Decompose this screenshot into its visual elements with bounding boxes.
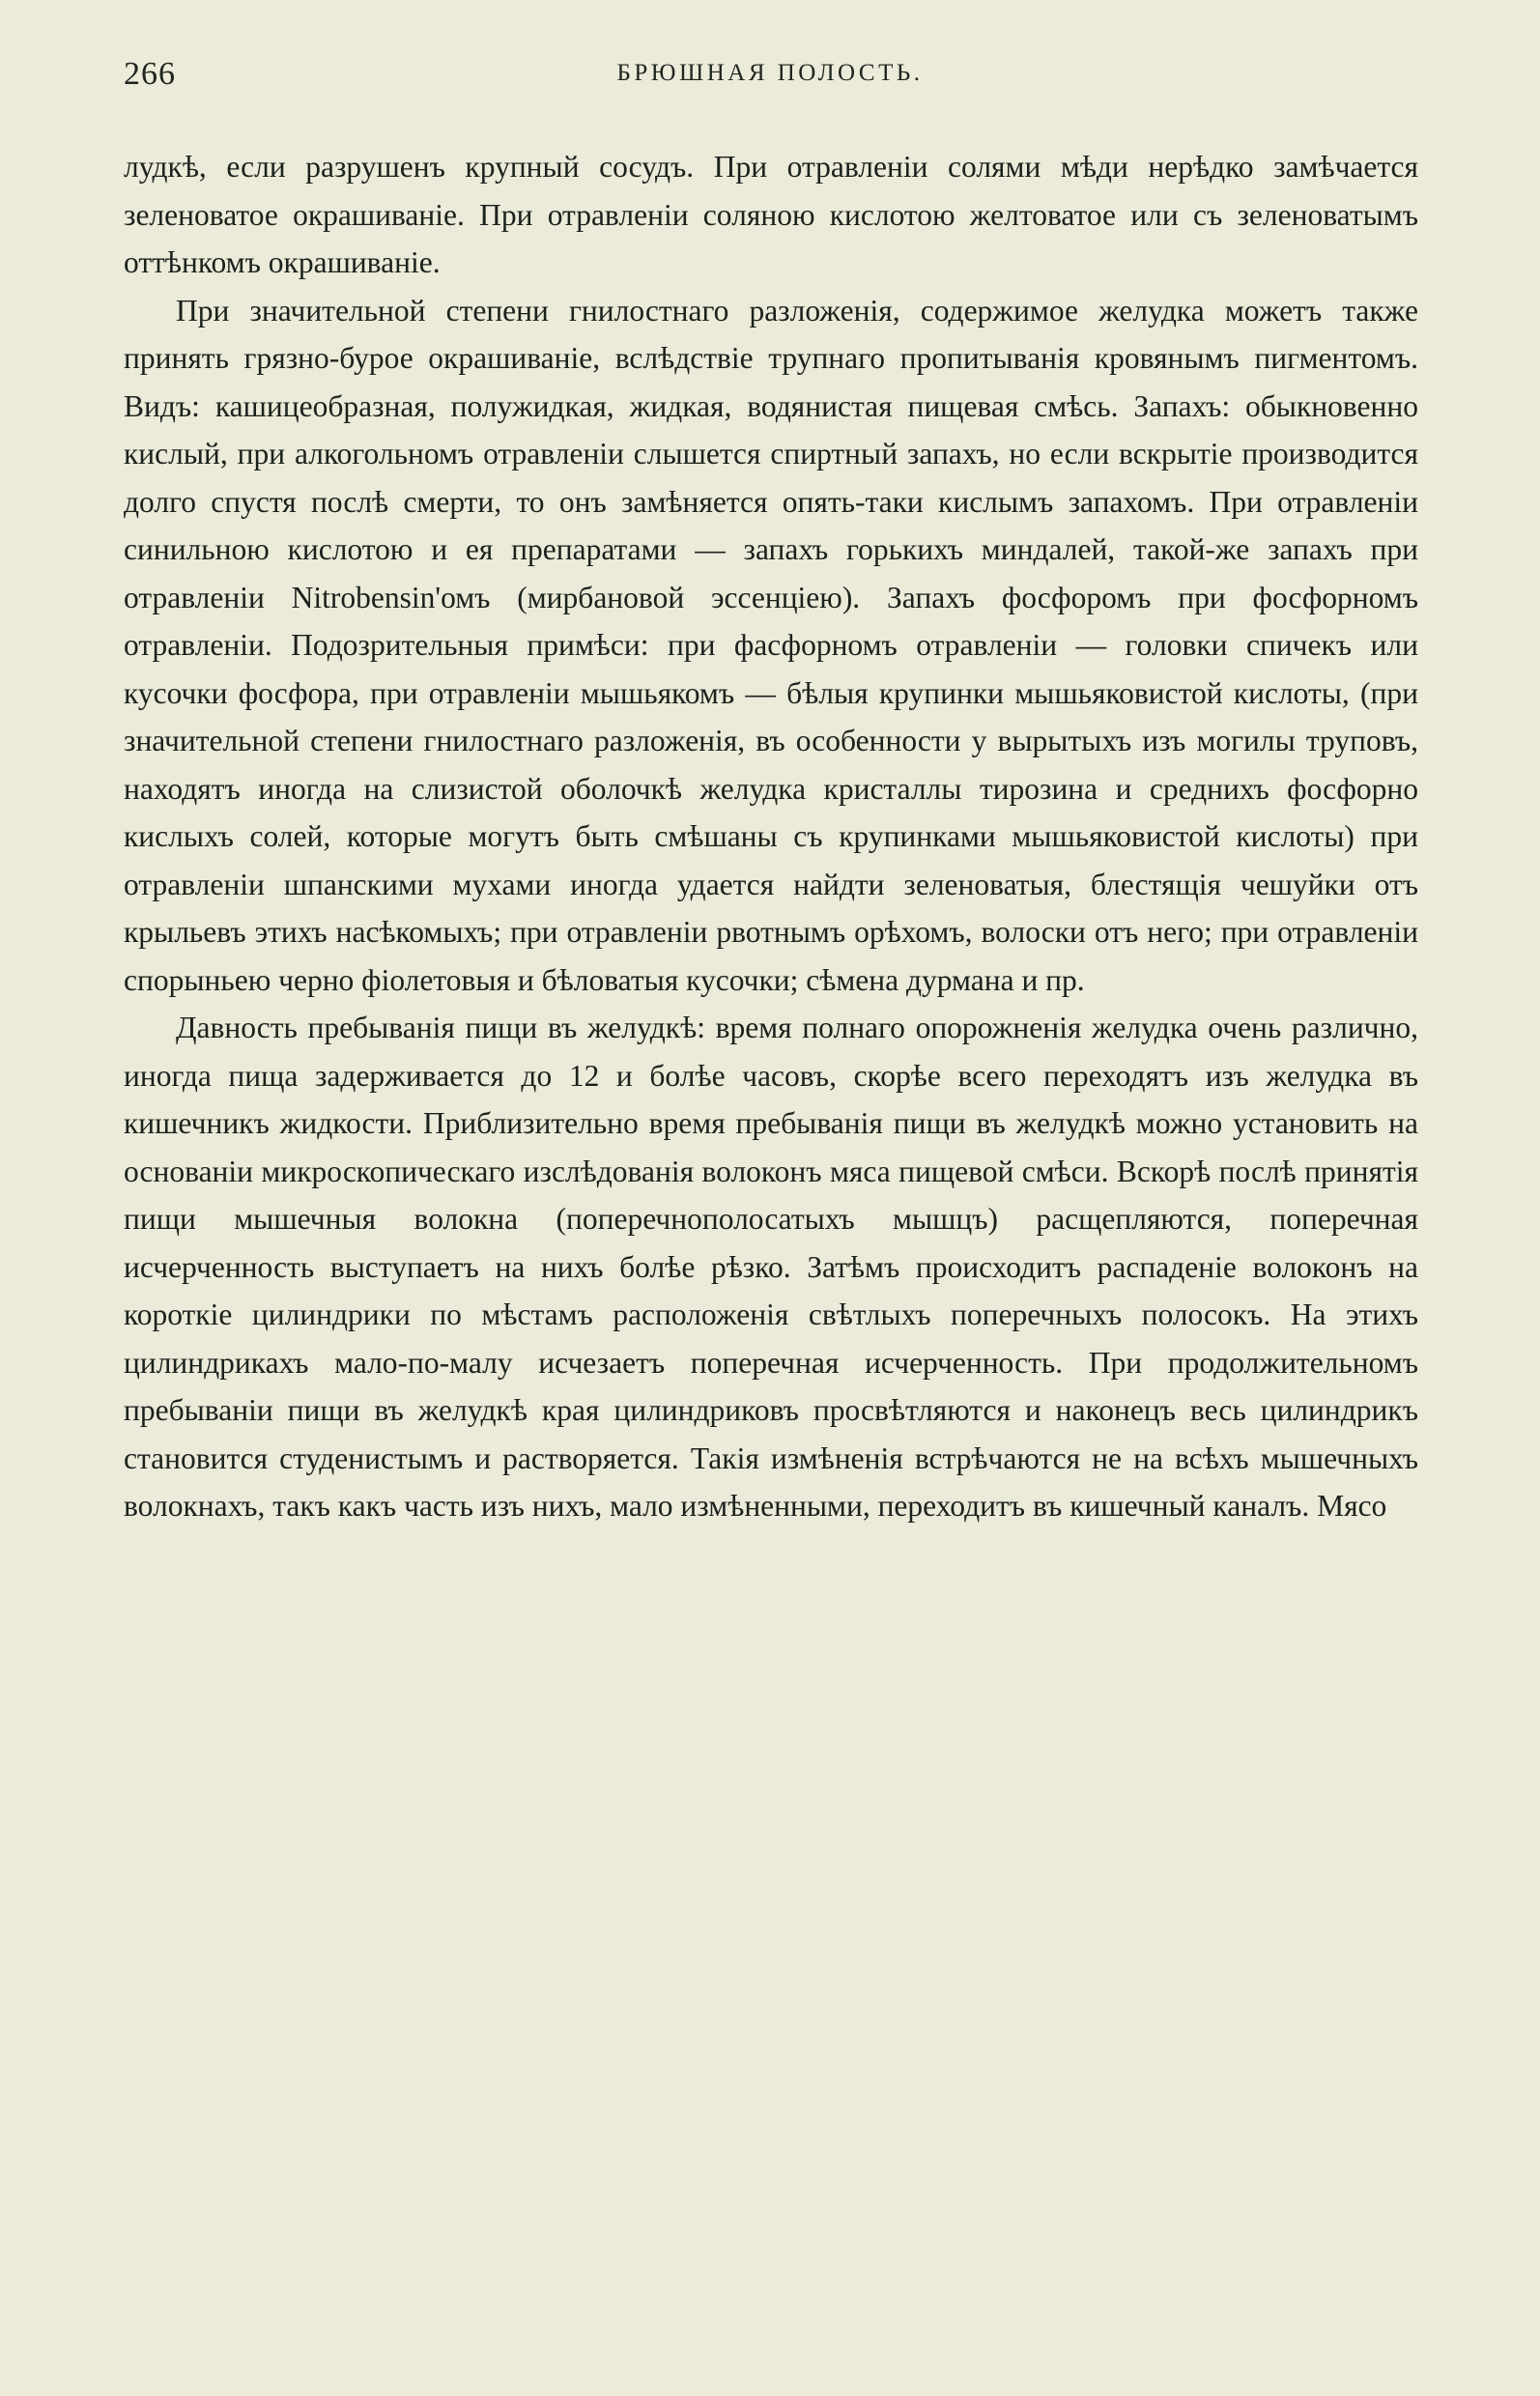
paragraph-1: лудкѣ, если разрушенъ крупный сосудъ. При отравленіи солями мѣди нерѣдко замѣчается зеленоватое окрашиваніе. При отравленіи соляною кислотою желтоватое или съ зеленоватымъ оттѣнкомъ окрашиваніе. [124, 150, 1418, 279]
body-text-column [124, 143, 1418, 1530]
running-title: БРЮШНАЯ ПОЛОСТЬ. [616, 60, 924, 86]
paragraph-block [124, 143, 1418, 1530]
page-header [0, 56, 1540, 95]
page-number: 266 [124, 56, 176, 92]
paragraph-3: Давность пребыванія пищи въ желудкѣ: время полнаго опорожненія желудка очень различно, иногда пища задерживается до 12 и болѣе часовъ, скорѣе всего переходятъ изъ желудка въ кишечникъ жидкости. Приблизительно время пребыванія пищи въ желудкѣ можно установить на основаніи микроскопическаго изслѣдованія волоконъ мяса пищевой смѣси. Вскорѣ послѣ принятія пищи мышечныя волокна (поперечнополосатыхъ мышцъ) расщепляются, поперечная исчерченность выступаетъ на нихъ болѣе рѣзко. Затѣмъ происходитъ распаденіе волоконъ на короткіе цилиндрики по мѣстамъ расположенія свѣтлыхъ поперечныхъ полосокъ. На этихъ цилиндрикахъ мало-по-малу исчезаетъ поперечная исчерченность. При продолжительномъ пребываніи пищи въ желудкѣ края цилиндриковъ просвѣтляются и наконецъ весь цилиндрикъ становится студенистымъ и растворяется. Такія измѣненія встрѣчаются не на всѣхъ мышечныхъ волокнахъ, такъ какъ часть изъ нихъ, мало измѣненными, переходитъ въ кишечный каналъ. Мясо [124, 1011, 1418, 1523]
paragraph-2: При значительной степени гнилостнаго разложенія, содержимое желудка можетъ также принять грязно-бурое окрашиваніе, вслѣдствіе трупнаго пропитыванія кровянымъ пигментомъ. Видъ: кашицеобразная, полужидкая, жидкая, водянистая пищевая смѣсь. Запахъ: обыкновенно кислый, при алкогольномъ отравленіи слышется спиртный запахъ, но если вскрытіе производится долго спустя послѣ смерти, то онъ замѣняется опять-таки кислымъ запахомъ. При отравленіи синильною кислотою и ея препаратами — запахъ горькихъ миндалей, такой-же запахъ при отравленіи Nitrobensin'омъ (мирбановой эссенціею). Запахъ фосфоромъ при фосфорномъ отравленіи. Подозрительныя примѣси: при фасфорномъ отравленіи — головки спичекъ или кусочки фосфора, при отравленіи мышьякомъ — бѣлыя крупинки мышьяковистой кислоты, (при значительной степени гнилостнаго разложенія, въ особенности у вырытыхъ изъ могилы труповъ, находятъ иногда на слизистой оболочкѣ желудка кристаллы тирозина и среднихъ фосфорно кислыхъ солей, которые могутъ быть смѣшаны съ крупинками мышьяковистой кислоты) при отравленіи шпанскими мухами иногда удается найдти зеленоватыя, блестящія чешуйки отъ крыльевъ этихъ насѣкомыхъ; при отравленіи рвотнымъ орѣхомъ, волоски отъ него; при отравленіи спорыньею черно фіолетовыя и бѣловатыя кусочки; сѣмена дурмана и пр. [124, 293, 1418, 997]
